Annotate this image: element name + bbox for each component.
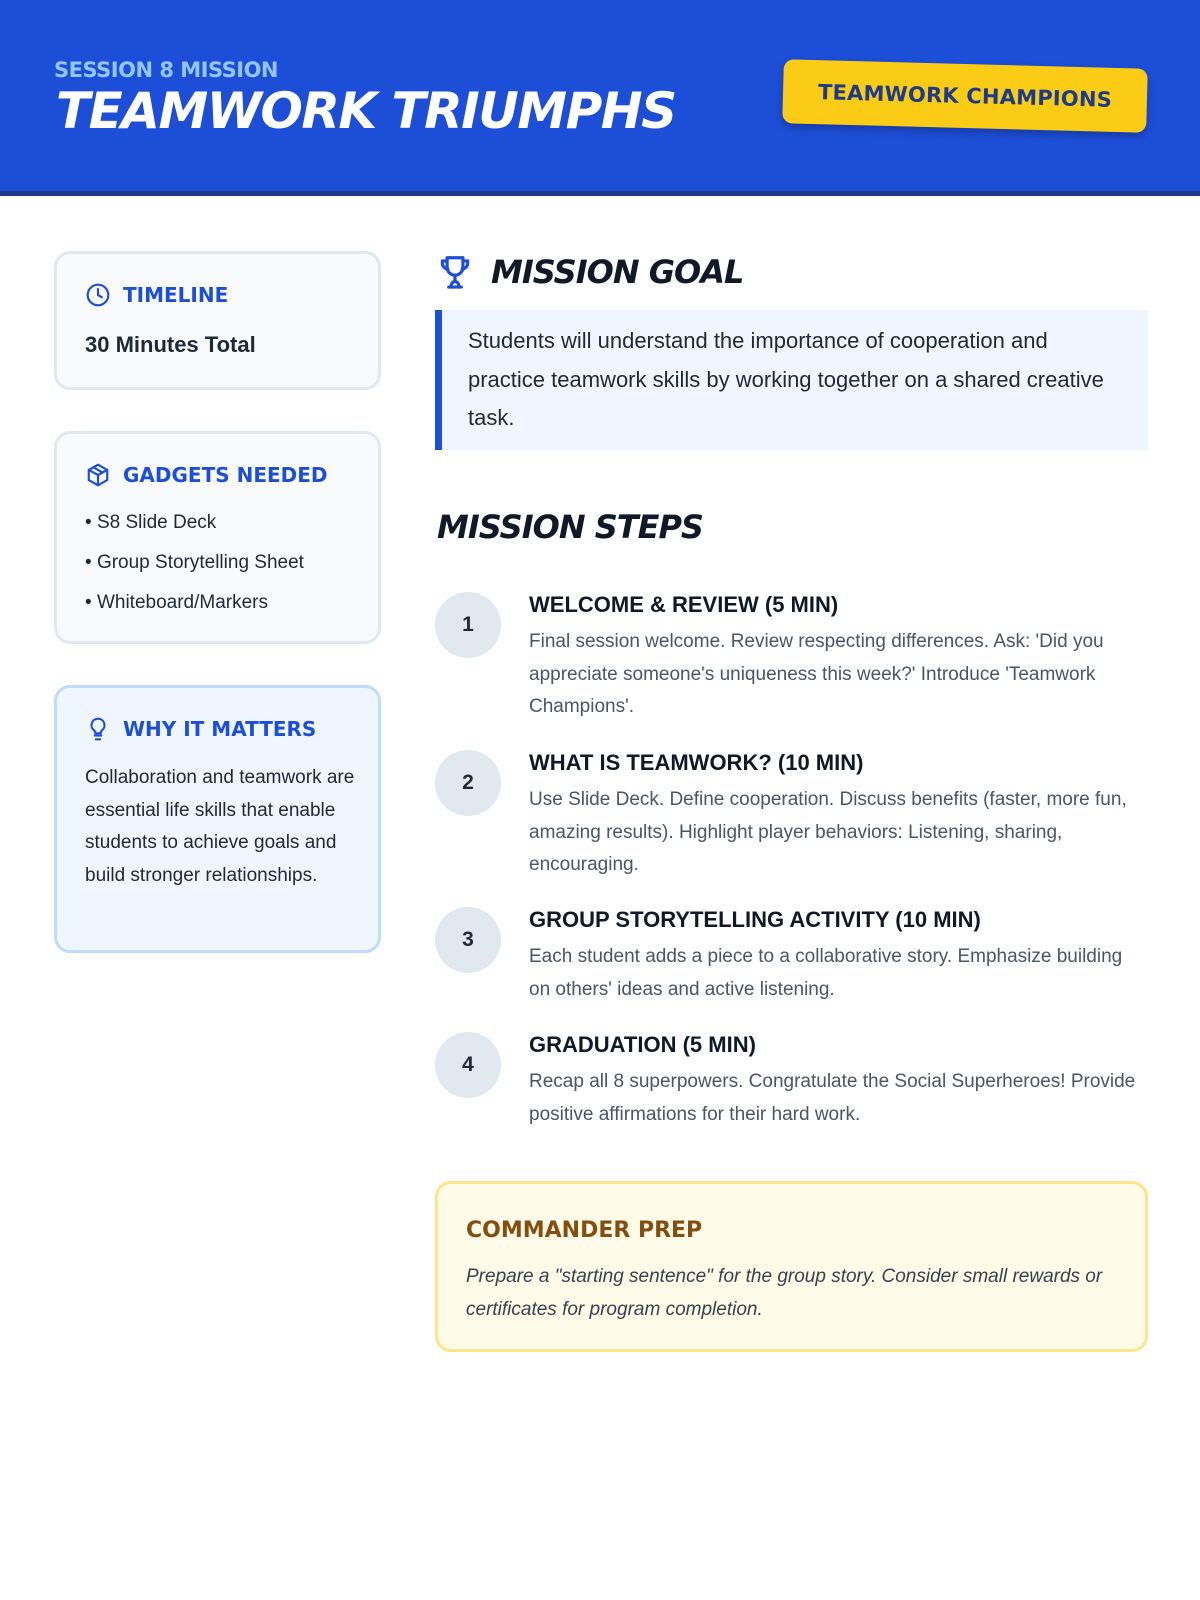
list-item: • Whiteboard/Markers bbox=[85, 592, 304, 632]
gadgets-heading: GADGETS NEEDED bbox=[123, 463, 328, 487]
mission-goal-heading: MISSION GOAL bbox=[491, 253, 744, 291]
step-description: Final session welcome. Review respecting differences. Ask: 'Did you appreciate someone's uniqueness this week?' Introduce 'Teamwork Champions'. bbox=[529, 631, 1104, 717]
list-item: • Group Storytelling Sheet bbox=[85, 552, 304, 592]
gadgets-card bbox=[54, 431, 381, 644]
session-kicker: SESSION 8 MISSION bbox=[54, 58, 279, 82]
step-title: WHAT IS TEAMWORK? (10 MIN) bbox=[529, 750, 864, 775]
commander-prep-heading: COMMANDER PREP bbox=[466, 1218, 703, 1243]
header-banner bbox=[0, 0, 1200, 196]
step-description: Recap all 8 superpowers. Congratulate the Social Superheroes! Provide positive affirmations for their hard work. bbox=[529, 1071, 1136, 1125]
step-title: GROUP STORYTELLING ACTIVITY (10 MIN) bbox=[529, 907, 981, 932]
why-it-matters-card bbox=[54, 685, 381, 953]
step-number-badge: 2 bbox=[435, 750, 501, 816]
step-number-badge: 1 bbox=[435, 592, 501, 658]
why-heading-row bbox=[85, 716, 316, 742]
mission-goal-text: Students will understand the importance of cooperation and practice teamwork skills by working together on a shared creative task. bbox=[468, 328, 1104, 430]
clock-icon bbox=[85, 282, 111, 308]
step-description: Each student adds a piece to a collaborative story. Emphasize building on others' ideas and active listening. bbox=[529, 946, 1123, 1000]
list-item: • S8 Slide Deck bbox=[85, 512, 304, 552]
step-description: Use Slide Deck. Define cooperation. Discuss benefits (faster, more fun, amazing results). Highlight player behaviors: Listening, sharing, encouraging. bbox=[529, 789, 1127, 875]
why-text: Collaboration and teamwork are essential life skills that enable students to achieve goals and build stronger relationships. bbox=[85, 767, 355, 886]
mission-steps-heading: MISSION STEPS bbox=[437, 508, 703, 546]
mission-goal-box bbox=[435, 310, 1148, 450]
theme-badge: TEAMWORK CHAMPIONS bbox=[782, 59, 1148, 133]
page-title: TEAMWORK TRIUMPHS bbox=[56, 82, 676, 140]
commander-prep-text: Prepare a "starting sentence" for the group story. Consider small rewards or certificates for program completion. bbox=[466, 1266, 1103, 1320]
step-number-badge: 3 bbox=[435, 907, 501, 973]
lightbulb-icon bbox=[85, 716, 111, 742]
cube-icon bbox=[85, 462, 111, 488]
commander-prep-card bbox=[435, 1181, 1148, 1352]
gadget-list bbox=[85, 512, 304, 632]
timeline-value: 30 Minutes Total bbox=[85, 332, 256, 357]
trophy-icon bbox=[436, 253, 474, 291]
step-title: WELCOME & REVIEW (5 MIN) bbox=[529, 592, 839, 617]
step-number-badge: 4 bbox=[435, 1032, 501, 1098]
step-title: GRADUATION (5 MIN) bbox=[529, 1032, 756, 1057]
timeline-card bbox=[54, 251, 381, 390]
gadgets-heading-row bbox=[85, 462, 328, 488]
why-heading: WHY IT MATTERS bbox=[123, 717, 317, 741]
timeline-heading-row bbox=[85, 282, 228, 308]
timeline-heading: TIMELINE bbox=[123, 283, 229, 307]
